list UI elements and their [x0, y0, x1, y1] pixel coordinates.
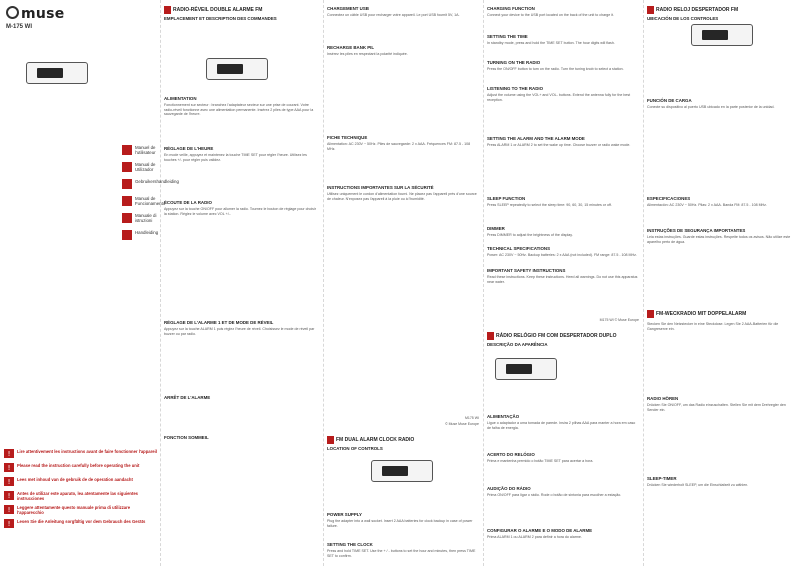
heading-alarm: SETTING THE ALARM AND THE ALARM MODE [487, 136, 585, 141]
paragraph: Press and hold TIME SET. Use the + / - buttons to set the hour and minutes, then press TIME SET to confirm. [327, 549, 476, 558]
heading-power-supply: POWER SUPPLY [327, 512, 362, 517]
manual-language-es[interactable] [122, 194, 166, 209]
brand-logo [6, 6, 65, 22]
warning-text: Lire attentivement les instructions avant de faire fonctionner l'appareil [17, 449, 157, 454]
paragraph: Appuyez sur la touche ON/OFF pour allumer la radio. Tournez le bouton de réglage pour choisir la station. Réglez le volume avec VOL +/-. [164, 207, 316, 216]
english-french-column [323, 0, 483, 566]
section-title: FM DUAL ALARM CLOCK RADIO [336, 437, 415, 443]
flag-en-icon [327, 436, 334, 444]
section-title: FM-WECKRADIO MIT DOPPELALARM [656, 311, 747, 317]
heading-alimentacao: ALIMENTAÇÃO [487, 414, 520, 419]
heading-reveil: RÉGLAGE DE L'ALARME 1 ET DE MODE DE RÉVEIL [164, 320, 274, 325]
warning-text: Lesen Sie die Anleitung sorgfältig vor dem Gebrauch des Geräts [17, 519, 146, 524]
heading-chargement: CHARGEMENT USB [327, 6, 369, 11]
paragraph: Fonctionnement sur secteur : branchez l'adaptateur secteur sur une prise de courant. Votre radio-réveil fonctionne avec une alimentation permanente. Insérez 2 piles de type AAA pour la sauvegarde de l'heure. [164, 103, 314, 116]
heading-sleep-timer: SLEEP-TIMER [647, 476, 677, 481]
paragraph: Stecken Sie den Netzstecker in eine Steckdose. Legen Sie 2 AAA-Batterien für die Gangreserve ein. [647, 322, 779, 331]
svg-text:!: ! [7, 492, 11, 500]
paragraph: Prima ON/OFF para ligar o rádio. Rode o botão de sintonia para escolher a estação. [487, 493, 622, 497]
heading-ecoute: ÉCOUTE DE LA RADIO [164, 200, 212, 205]
warning-text: Please read the instruction carefully before operating the unit [17, 463, 140, 468]
warning-icon [4, 477, 14, 486]
brand-name: muse [21, 6, 65, 22]
footer-copyright: © Muse Muse Europe [445, 422, 479, 426]
warning-text: Antes de utilizar este aparato, lea atentamente las siguientes instrucciones [17, 491, 139, 501]
heading-sommeil: FONCTION SOMMEIL [164, 435, 209, 440]
paragraph: Insérez les piles en respectant la polarité indiquée. [327, 52, 408, 56]
heading-audicao: AUDIÇÃO DO RÁDIO [487, 486, 531, 491]
paragraph: Alimentation: AC 230V ~ 50Hz. Piles de sauvegarde: 2 x AAA. Fréquences FM: 87.5 - 108 MHz. [327, 142, 471, 151]
heading-reglage: RÉGLAGE DE L'HEURE [164, 146, 214, 151]
paragraph: Prima ALARM 1 ou ALARM 2 para definir a hora do alarme. [487, 535, 582, 539]
heading-radio-horen: RADIO HÖREN [647, 396, 679, 401]
clock-display [382, 466, 408, 476]
warning-text: Leggere attentamente questo manuale prima di utilizzare l'apparecchio [17, 505, 131, 515]
clock-radio-diagram [206, 58, 268, 80]
manual-language-pt[interactable] [122, 160, 160, 175]
heading-setting-clock: SETTING THE CLOCK [327, 542, 373, 547]
warning-icon [4, 519, 14, 528]
heading-listening: LISTENING TO THE RADIO [487, 86, 544, 91]
warning-row [4, 518, 159, 531]
paragraph: Conecte su dispositivo al puerto USB ubicado en la parte posterior de la unidad. [647, 105, 775, 109]
section-subtitle: DESCRIÇÃO DA APARÊNCIA [487, 342, 548, 347]
section-subtitle: UBICACIÓN DE LOS CONTROLES [647, 16, 719, 21]
manual-language-label: Manuale di istruzioni [135, 213, 157, 223]
paragraph: In standby mode, press and hold the TIME SET button. The hour digits will flash. [487, 41, 615, 45]
warning-icon [4, 505, 14, 514]
clock-radio-diagram [495, 358, 557, 380]
heading-funcion-carga: FUNCIÓN DE CARGA [647, 98, 692, 103]
clock-display [702, 30, 728, 40]
paragraph: Power: AC 230V ~ 50Hz. Backup batteries: 2 x AAA (not included). FM range: 87.5 - 108 MHz. [487, 253, 637, 257]
flag-icon [122, 145, 132, 155]
paragraph: Press SLEEP repeatedly to select the sleep time: 90, 60, 30, 15 minutes or off. [487, 203, 612, 207]
svg-text:!: ! [7, 520, 11, 528]
warning-row [4, 490, 159, 503]
manual-language-label: Gebruikershandleiding [135, 179, 179, 184]
paragraph: Drücken Sie ON/OFF, um das Radio einzuschalten. Stellen Sie mit dem Drehregler den Sender ein. [647, 403, 786, 412]
warning-row [4, 476, 159, 489]
heading-sleep: SLEEP FUNCTION [487, 196, 526, 201]
section-title: RADIO-RÉVEIL DOUBLE ALARME FM [173, 7, 263, 13]
heading-turning-on: TURNING ON THE RADIO [487, 60, 541, 65]
manual-language-nl[interactable] [122, 177, 179, 192]
section-title: RÁDIO RELÓGIO FM COM DESPERTADOR DUPLO [496, 333, 617, 339]
heading-especificaciones: ESPECIFICACIONES [647, 196, 691, 201]
paragraph: Prima e mantenha premido o botão TIME SET para acertar a hora. [487, 459, 594, 463]
clock-display [37, 68, 63, 78]
manual-language-fr[interactable] [122, 143, 160, 158]
heading-fiche-technique: FICHE TECHNIQUE [327, 135, 368, 140]
paragraph: Utilisez uniquement le cordon d'alimentation fourni. Ne placez pas l'appareil près d'une source de chaleur. N'exposez pas l'appareil à la pluie ou à l'humidité. [327, 192, 477, 201]
paragraph: Adjust the volume using the VOL+ and VOL- buttons. Extend the antenna fully for the best reception. [487, 93, 631, 102]
heading-acerto: ACERTO DO RELÓGIO [487, 452, 535, 457]
flag-icon [122, 179, 132, 189]
manual-language-de[interactable] [122, 228, 160, 243]
cover-column [0, 0, 179, 566]
section-subtitle: LOCATION OF CONTROLS [327, 446, 383, 451]
heading-setting-time: SETTING THE TIME [487, 34, 528, 39]
svg-text:!: ! [7, 450, 11, 458]
footer-code: M175 WI © Muse Europe [599, 318, 639, 322]
svg-text:!: ! [7, 464, 11, 472]
paragraph: Connect your device to the USB port located on the back of the unit to charge it. [487, 13, 615, 17]
heading-arret: ARRÊT DE L'ALARME [164, 395, 211, 400]
paragraph: Read these instructions. Keep these instructions. Heed all warnings. Do not use this apparatus near water. [487, 275, 638, 284]
model-number: M-175 WI [6, 24, 33, 30]
clock-radio-diagram [691, 24, 753, 46]
flag-icon [122, 230, 132, 240]
warnings-block [2, 448, 158, 540]
section-title: RADIO RELOJ DESPERTADOR FM [656, 7, 739, 13]
heading-specifications: TECHNICAL SPECIFICATIONS [487, 246, 551, 251]
flag-icon [122, 162, 132, 172]
flag-es-icon [647, 6, 654, 14]
clock-radio-diagram [371, 460, 433, 482]
paragraph: Plug the adapter into a wall socket. Insert 2 AAA batteries for clock backup in case of power failure. [327, 519, 473, 528]
svg-text:!: ! [7, 478, 11, 486]
heading-safety: IMPORTANT SAFETY INSTRUCTIONS [487, 268, 566, 273]
paragraph: En mode veille, appuyez et maintenez la touche TIME SET pour régler l'heure. Utilisez les touches +/- pour régler puis validez. [164, 153, 307, 162]
heading-alimentation: ALIMENTATION [164, 96, 197, 101]
manual-language-label: Manual de Utilizador [135, 162, 156, 172]
clock-display [217, 64, 243, 74]
paragraph: Press ALARM 1 or ALARM 2 to set the wake up time. Choose buzzer or radio wake mode. [487, 143, 631, 147]
french-column [160, 0, 323, 566]
warning-row [4, 462, 159, 475]
heading-securite: INSTRUCTIONS IMPORTANTES SUR LA SÉCURITÉ [327, 185, 434, 190]
manual-language-it[interactable] [122, 211, 160, 226]
flag-pt-icon [487, 332, 494, 340]
paragraph: Drücken Sie wiederholt SLEEP, um die Einschlafzeit zu wählen. [647, 483, 749, 487]
brand-symbol-icon [6, 6, 19, 19]
paragraph: Appuyez sur la touche ALARM 1 puis réglez l'heure de réveil. Choisissez le mode de réveil par buzzer ou par radio. [164, 327, 315, 336]
paragraph: Leia estas instruções. Guarde estas instruções. Respeite todos os avisos. Não utilize este aparelho perto de água. [647, 235, 791, 244]
warning-text: Lees met inhoud van de gebruik de de operation aandacht [17, 477, 133, 482]
heading-charging: CHARGING FUNCTION [487, 6, 535, 11]
heading-seguranca: INSTRUÇÕES DE SEGURANÇA IMPORTANTES [647, 228, 746, 233]
warning-row [4, 504, 159, 517]
clock-radio-illustration [26, 62, 88, 84]
manual-language-label: Manual de Funcionamento [135, 196, 166, 206]
flag-icon [122, 196, 132, 206]
flag-fr-icon [164, 6, 171, 14]
section-subtitle: EMPLACEMENT ET DESCRIPTION DES COMMANDES [164, 16, 277, 21]
manual-language-label: Handleiding [135, 230, 159, 235]
paragraph: Alimentación: AC 230V ~ 50Hz. Pilas: 2 x AAA. Banda FM: 87.5 - 108 MHz. [647, 203, 767, 207]
paragraph: Connectez un câble USB pour recharger votre appareil. Le port USB fournit 5V, 1A. [327, 13, 460, 17]
manual-language-label: Manuel de l'utilisateur [135, 145, 156, 155]
clock-display [506, 364, 532, 374]
paragraph: Press DIMMER to adjust the brightness of the display. [487, 233, 573, 237]
heading-recharge: RECHARGE BANK PIL [327, 45, 375, 50]
paragraph: Press the ON/OFF button to turn on the radio. Turn the tuning knob to select a station. [487, 67, 624, 71]
paragraph: Ligue o adaptador a uma tomada de parede. Insira 2 pilhas AAA para manter a hora em caso de falha de energia. [487, 421, 636, 430]
warning-row [4, 448, 159, 461]
english-portuguese-column [483, 0, 643, 566]
flag-de-icon [647, 310, 654, 318]
warning-icon [4, 449, 14, 458]
footer-code: M175 WI [464, 416, 479, 420]
heading-alarme: CONFIGURAR O ALARME E O MODO DE ALARME [487, 528, 593, 533]
warning-icon [4, 463, 14, 472]
heading-dimmer: DIMMER [487, 226, 505, 231]
warning-icon [4, 491, 14, 500]
flag-icon [122, 213, 132, 223]
spanish-german-column [643, 0, 802, 566]
svg-text:!: ! [7, 506, 11, 514]
